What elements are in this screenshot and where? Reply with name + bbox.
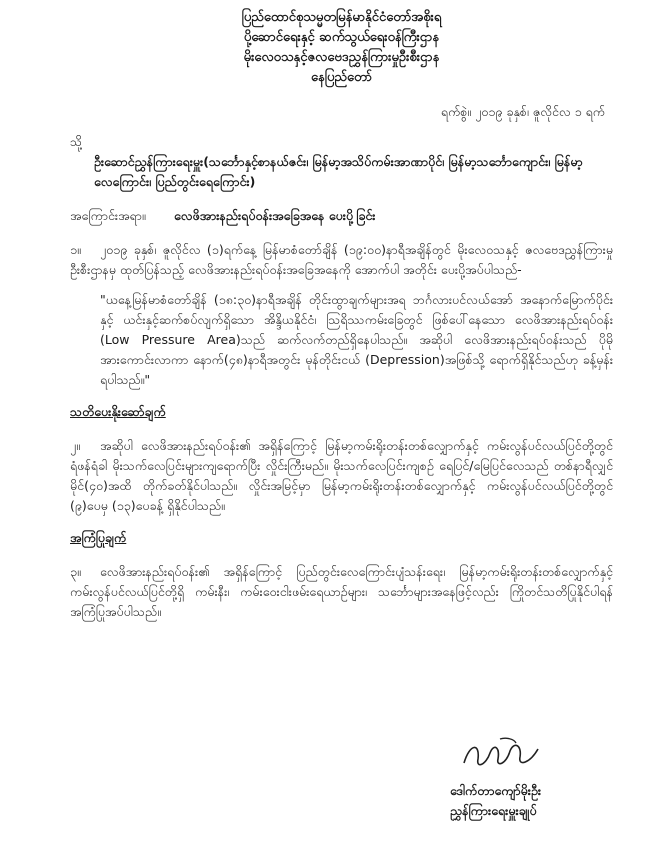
- letter-date: ရက်စွဲ။ ၂၀၁၉ ခုနှစ်၊ ဇူလိုင်လ ၁ ရက်: [440, 104, 605, 119]
- signature-block: [450, 735, 610, 821]
- paragraph-3-text: လေဖိအားနည်းရပ်ဝန်း၏ အရှိန်ကြောင့် ပြည်တွင်းလေကြောင်းပျံသန်းရေး၊ မြန်မာ့ကမ်းရိုးတန်းတစ်လျှောက်နှင့် ကမ်းလွန်ပင်လယ်ပြင်တို့ရှိ ကမ်းနီး၊ ကမ်းဝေးငါးဖမ်းရေယာဉ်များ၊ သင်္ဘောများအနေဖြင့်လည်း ကြိုတင်သတိပြုနိုင်ပါရန် အကြံပြုအပ်ပါသည်။: [70, 564, 613, 619]
- letterhead-ministry: ပို့ဆောင်ရေးနှင့် ဆက်သွယ်ရေးဝန်ကြီးဌာန: [243, 30, 440, 45]
- paragraph-1: [70, 240, 613, 280]
- subject-text: လေဖိအားနည်းရပ်ဝန်းအခြေအနေ ပေးပို့ခြင်း: [174, 208, 376, 223]
- signatory-title: ညွှန်ကြားရေးမှူးချုပ်: [450, 803, 537, 818]
- paragraph-1-text: ၂၀၁၉ ခုနှစ်၊ ဇူလိုင်လ (၁)ရက်နေ့ မြန်မာစံတော်ချိန် (၁၉:၀၀)နာရီအချိန်တွင် မိုးလေဝသနှင့် ဇလဗေဒညွှန်ကြားမှုဦးစီးဌာနမှ ထုတ်ပြန်သည့် လေဖိအားနည်းရပ်ဝန်းအခြေအနေကို အောက်ပါ အတိုင်း ပေးပို့အပ်ပါသည်-: [70, 242, 613, 277]
- to-label: သို့: [70, 134, 83, 149]
- forecast-quote: "ယနေ့မြန်မာစံတော်ချိန် (၁၈:၃၀)နာရီအချိန် တိုင်းထွာချက်များအရ ဘင်္ဂလားပင်လယ်အော် အနောက်မြောက်ပိုင်းနှင့် ယင်းနှင့်ဆက်စပ်လျက်ရှိသော အိန္ဒိယနိုင်ငံ၊ ဩရိဿကမ်းခြေတွင် ဖြစ်ပေါ်နေသော လေဖိအားနည်းရပ်ဝန်း (Low Pressure Area)သည် ဆက်လက်တည်ရှိနေပါသည်။ အဆိုပါ လေဖိအားနည်းရပ်ဝန်းသည် ပိုမိုအားကောင်းလာကာ နောက်(၄၈)နာရီအတွင်း မုန်တိုင်းငယ် (Depression)အဖြစ်သို့ ရောက်ရှိနိုင်သည်ဟု ခန့်မှန်းရပါသည်။": [100, 292, 613, 387]
- letterhead-department: မိုးလေဝသနှင့်ဇလဗေဒညွှန်ကြားမှုဦးစီးဌာန: [243, 50, 440, 65]
- advice-heading: အကြံပြုချက်: [70, 530, 127, 545]
- warning-heading: သတိပေးနိုးဆော်ချက်: [70, 404, 166, 419]
- letterhead-government: ပြည်ထောင်စုသမ္မတမြန်မာနိုင်ငံတော်အစိုးရ: [241, 10, 442, 25]
- paragraph-2-number: ၂။: [70, 438, 80, 453]
- handwritten-signature: [456, 735, 546, 775]
- letterhead: [70, 0, 613, 88]
- recipient: ဦးဆောင်ညွှန်ကြားရေးမှူး(သင်္ဘောနှင့်စာနယ်ဇင်း၊ မြန်မာ့အသိပ်ကမ်းအာဏာပိုင်၊ မြန်မာ့သင်္ဘောကျောင်း၊ မြန်မာ့လေကြောင်း၊ ပြည်တွင်းရေကြောင်း): [94, 154, 583, 189]
- paragraph-3-number: ၃။: [70, 564, 81, 579]
- paragraph-2: [70, 436, 613, 516]
- subject-label: အကြောင်းအရာ။: [70, 208, 146, 223]
- letterhead-city: နေပြည်တော်: [310, 70, 372, 85]
- signatory-name: ဒေါက်တာကျော်မိုးဦး: [450, 783, 542, 798]
- paragraph-2-text: အဆိုပါ လေဖိအားနည်းရပ်ဝန်း၏ အရှိန်ကြောင့် မြန်မာ့ကမ်းရိုးတန်းတစ်လျှောက်နှင့် ကမ်းလွန်ပင်လယ်ပြင်တို့တွင် ရံဖန်ရံခါ မိုးသက်လေပြင်းများကျရောက်ပြီး လှိုင်းကြီးမည်။ မိုးသက်လေပြင်းကျစဉ် ရေပြင်/မြေပြင်လေသည် တစ်နာရီလျှင် မိုင်(၄၀)အထိ တိုက်ခတ်နိုင်ပါသည်။ လှိုင်းအမြင့်မှာ မြန်မာ့ကမ်းရိုးတန်းတစ်လျှောက်နှင့် ကမ်းလွန်ပင်လယ်ပြင်တို့တွင် (၉)ပေမှ (၁၃)ပေခန့် ရှိနိုင်ပါသည်။: [70, 438, 613, 513]
- paragraph-1-number: ၁။: [70, 242, 81, 257]
- subject-line: [70, 206, 613, 226]
- paragraph-3: [70, 562, 613, 622]
